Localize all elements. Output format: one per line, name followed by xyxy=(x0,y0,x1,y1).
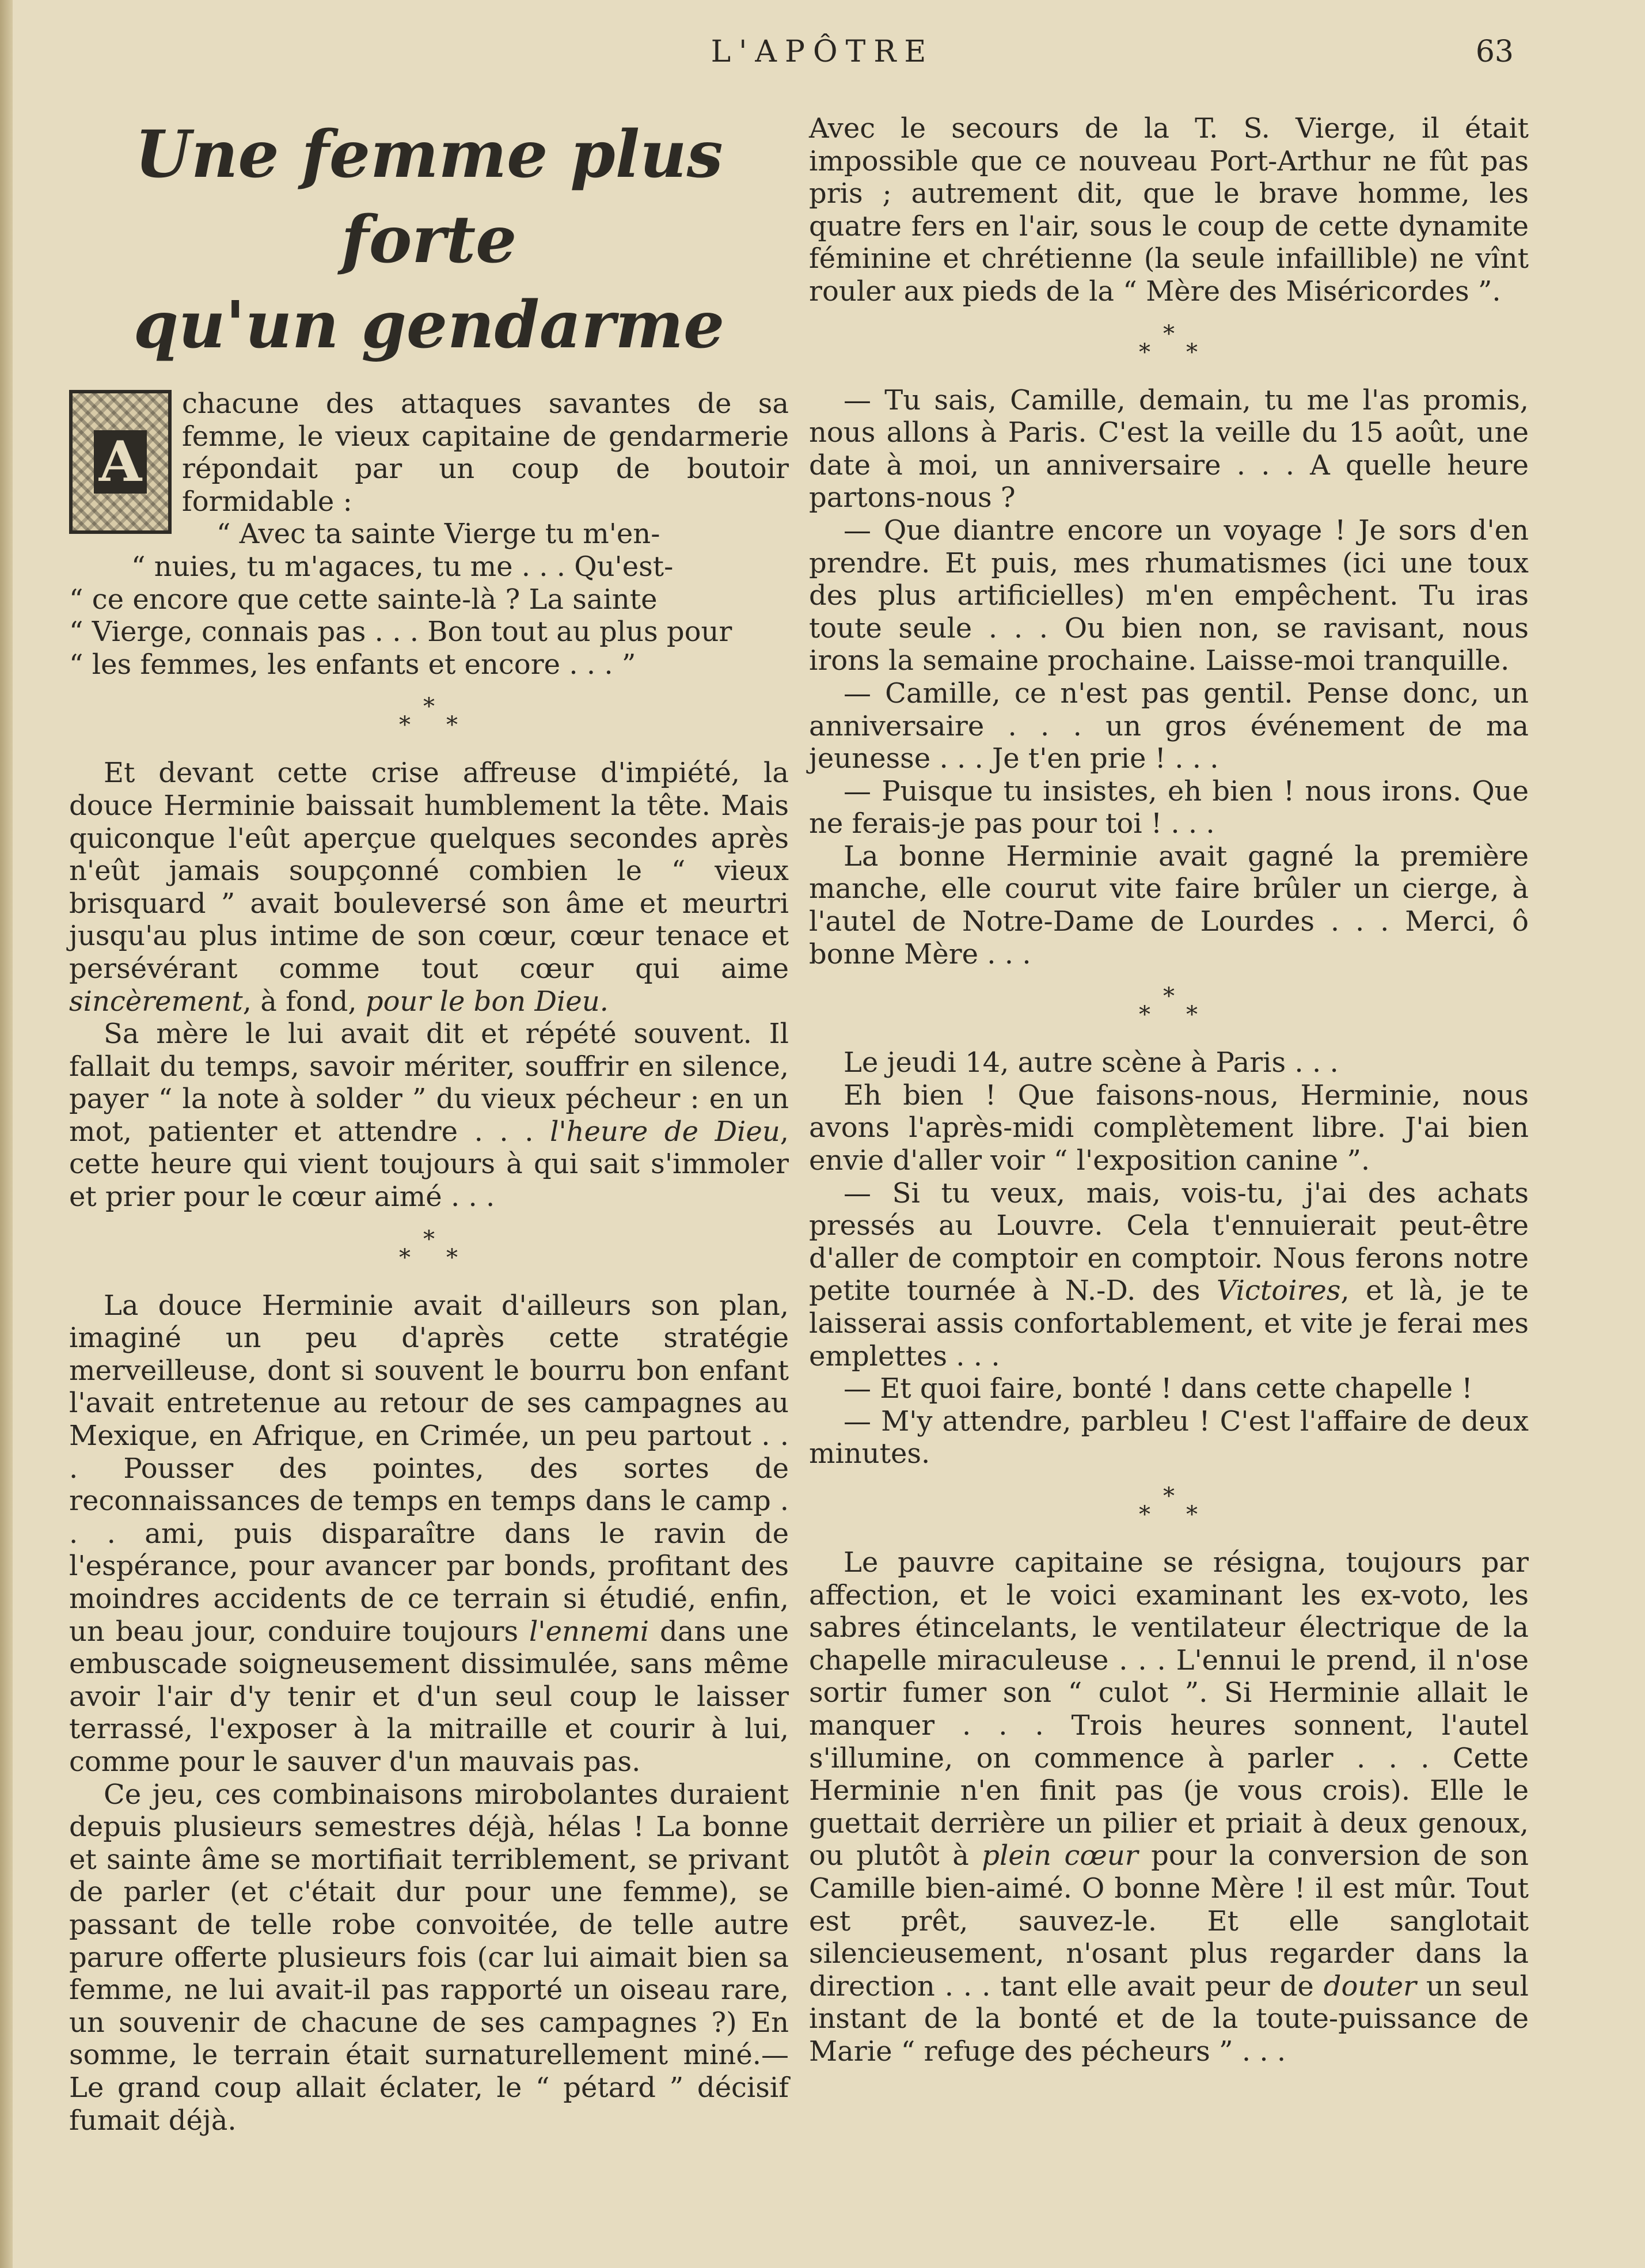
paragraph: Ce jeu, ces combinaisons mirobolantes duraient depuis plusieurs semestres déjà, hélas ! La bonne et sainte âme se mortifiait terriblement, se privant de parler (et c'était dur pour une femme), se passant de telle robe convoitée, de telle autre parure offerte plusieurs fois (car lui aimait bien sa femme, ne lui avait-il pas rapporté un oiseau rare, un souvenir de chacune de ses campagnes ?) En somme, le terrain était surnaturellement miné.— Le grand coup allait éclater, le “ pétard ” décisif fumait déjà. xyxy=(69,1778,789,2137)
paragraph: Sa mère le lui avait dit et répété souvent. Il fallait du temps, savoir mériter, souffrir en silence, payer “ la note à solder ” du vieux pécheur : en un mot, patienter et attendre . . . l'heure de Dieu, cette heure qui vient toujours à qui sait s'immoler et prier pour le cœur aimé . . . xyxy=(69,1018,789,1213)
dialogue-line: — M'y attendre, parbleu ! C'est l'affaire de deux minutes. xyxy=(809,1405,1529,1470)
right-column xyxy=(809,112,1529,2068)
paragraph: Le pauvre capitaine se résigna, toujours par affection, et le voici examinant les ex-voto, les sabres étincelants, le ventilateur électrique de la chapelle miraculeuse . . . L'ennui le prend, il n'ose sortir fumer son “ culot ”. Si Herminie allait le manquer . . . Trois heures sonnent, l'autel s'illumine, on commence à parler . . . Cette Herminie n'en finit pas (je vous crois). Elle le guettait derrière un pilier et priait à deux genoux, ou plutôt à plein cœur pour la conversion de son Camille bien-aimé. O bonne Mère ! il est mûr. Tout est prêt, sauvez-le. Et elle sanglotait silencieusement, n'osant plus regarder dans la direction . . . tant elle avait peur de douter un seul instant de la bonté et de la toute-puissance de Marie “ refuge des pécheurs ” . . . xyxy=(809,1546,1529,2068)
dialogue-line: — Que diantre encore un voyage ! Je sors d'en prendre. Et puis, mes rhumatismes (ici une toux des plus artificielles) m'en empêchent. Tu iras toute seule . . . Ou bien non, se ravisant, nous irons la semaine prochaine. Laisse-moi tranquille. xyxy=(809,514,1529,677)
section-separator: * * * xyxy=(399,1226,458,1271)
page-number: 63 xyxy=(1475,35,1514,69)
section-separator: * * * xyxy=(399,693,458,739)
dropcap-letter: A xyxy=(94,430,147,494)
quote-line-4: “ Vierge, connais pas . . . Bon tout au plus pour xyxy=(69,616,732,648)
quote-line-3: “ ce encore que cette sainte-là ? La sainte xyxy=(69,583,658,616)
title-line-2: qu'un gendarme xyxy=(133,287,725,363)
paragraph: La bonne Herminie avait gagné la première manche, elle courut vite faire brûler un cierge, à l'autel de Notre-Dame de Lourdes . . . Merci, ô bonne Mère . . . xyxy=(809,840,1529,970)
quote-line-2: “ nuies, tu m'agaces, tu me . . . Qu'est- xyxy=(131,550,674,583)
section-separator: * * * xyxy=(1139,1482,1198,1528)
paragraph: Et devant cette crise affreuse d'impiété, la douce Herminie baissait humblement la tête. Mais quiconque l'eût aperçue quelques secondes après n'eût jamais soupçonné combien le “ vieux brisquard ” avait bouleversé son âme et meurtri jusqu'au plus intime de son cœur, cœur tenace et persévérant comme tout cœur qui aime sincèrement, à fond, pour le bon Dieu. xyxy=(69,757,789,1018)
section-separator: * * * xyxy=(1139,983,1198,1029)
quote-line-1: “ Avec ta sainte Vierge tu m'en- xyxy=(216,518,660,551)
paragraph: La douce Herminie avait d'ailleurs son plan, imaginé un peu d'après cette stratégie merveilleuse, dont si souvent le bourru bon enfant l'avait entretenue au retour de ses campagnes au Mexique, en Afrique, en Crimée, un peu partout . . . Pousser des pointes, des sortes de reconnaissances de temps en temps dans le camp . . . ami, puis disparaître dans le ravin de l'espérance, pour avancer par bonds, profitant des moindres accidents de ce terrain si étudié, enfin, un beau jour, conduire toujours l'ennemi dans une embuscade soigneusement dissimulée, sans même avoir l'air d'y tenir et d'un seul coup le laisser terrassé, l'exposer à la mitraille et courir à lui, comme pour le sauver d'un mauvais pas. xyxy=(69,1289,789,1778)
paragraph-opening: chacune des attaques savantes de sa femme, le vieux capitaine de gendarmerie répondait par un coup de boutoir formidable : xyxy=(182,388,789,518)
quote-line-5: “ les femmes, les enfants et encore . . . ” xyxy=(69,648,636,681)
section-separator: * * * xyxy=(1139,320,1198,366)
dialogue-line: — Camille, ce n'est pas gentil. Pense donc, un anniversaire . . . un gros événement de ma jeunesse . . . Je t'en prie ! . . . xyxy=(809,677,1529,775)
dialogue-line: — Si tu veux, mais, vois-tu, j'ai des achats pressés au Louvre. Cela t'ennuierait peut-être d'aller de comptoir en comptoir. Nous ferons notre petite tournée à N.-D. des Victoires, et là, je te laisserai assis confortablement, et vite je ferai mes emplettes . . . xyxy=(809,1177,1529,1372)
article-title xyxy=(69,112,789,368)
dialogue-line: — Puisque tu insistes, eh bien ! nous irons. Que ne ferais-je pas pour toi ! . . . xyxy=(809,775,1529,840)
ornamental-dropcap xyxy=(69,390,172,534)
dialogue-line: — Tu sais, Camille, demain, tu me l'as promis, nous allons à Paris. C'est la veille du 15 août, une date à moi, un anniversaire . . . A quelle heure partons-nous ? xyxy=(809,384,1529,514)
paragraph: Avec le secours de la T. S. Vierge, il était impossible que ce nouveau Port-Arthur ne fût pas pris ; autrement dit, que le brave homme, les quatre fers en l'air, sous le coup de cette dynamite féminine et chrétienne (la seule infaillible) ne vînt rouler aux pieds de la “ Mère des Miséricordes ”. xyxy=(809,112,1529,308)
page-edge xyxy=(0,0,13,2268)
left-column xyxy=(69,112,789,2137)
dialogue-line: — Et quoi faire, bonté ! dans cette chapelle ! xyxy=(844,1372,1473,1405)
running-title: L'APÔTRE xyxy=(711,35,934,69)
title-line-1: Une femme plus forte xyxy=(135,117,723,278)
paragraph: Le jeudi 14, autre scène à Paris . . . xyxy=(844,1046,1339,1079)
page-header xyxy=(0,35,1645,75)
paragraph: Eh bien ! Que faisons-nous, Herminie, nous avons l'après-midi complètement libre. J'ai bien envie d'aller voir “ l'exposition canine ”. xyxy=(809,1079,1529,1177)
